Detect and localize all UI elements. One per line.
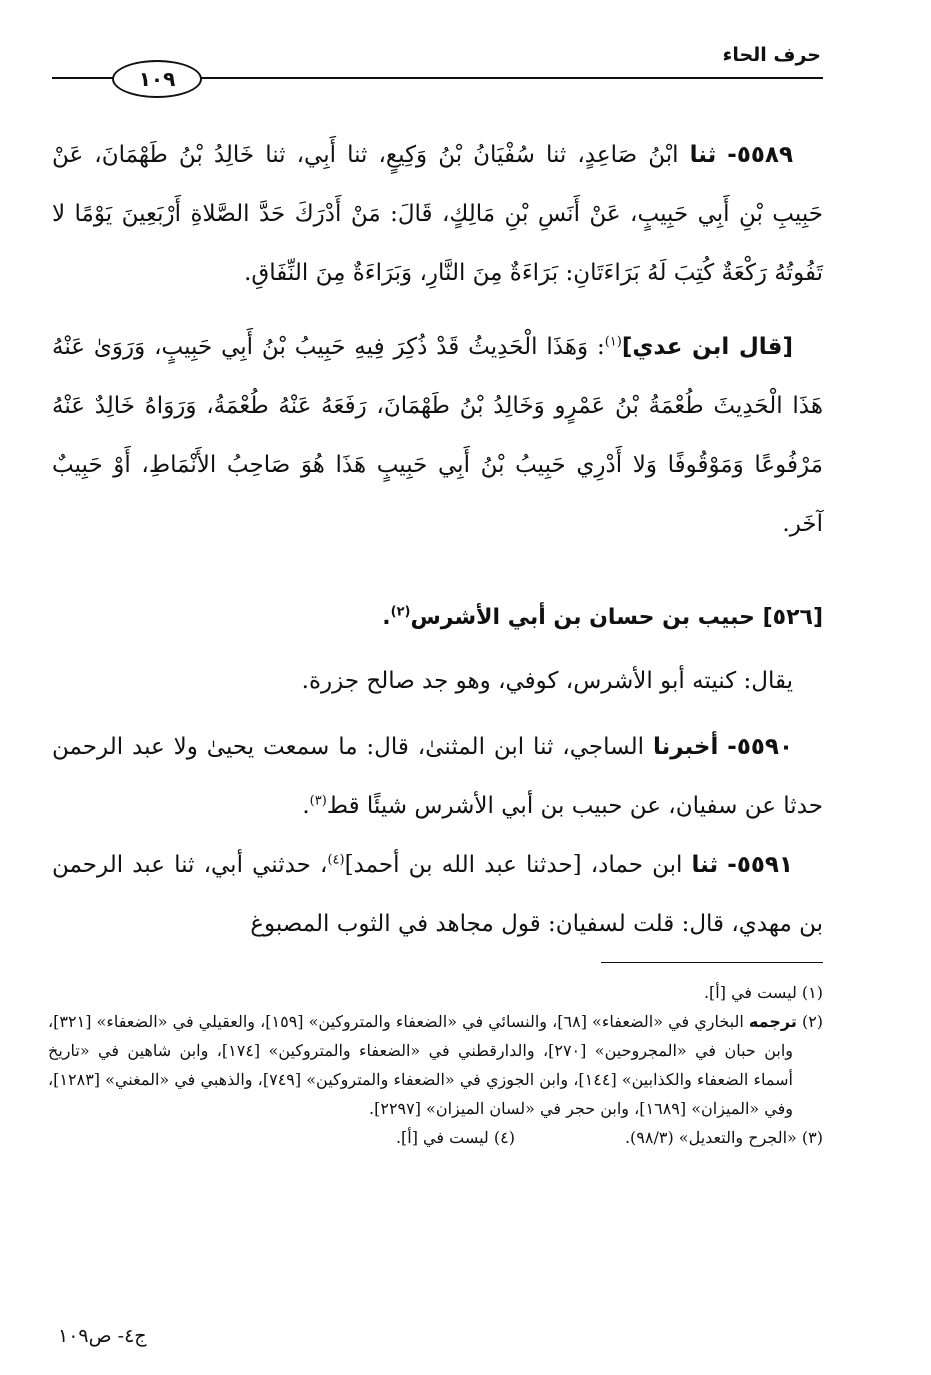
ibn-adi-label: [قال ابن عدي] — [621, 334, 793, 360]
hadith-number: ٥٥٨٩- — [727, 142, 793, 168]
hadith-keyword: ثنا — [689, 142, 717, 168]
footnote-2 — [48, 1007, 823, 1123]
footnote-text: البخاري في «الضعفاء» [٦٨]، والنسائي في «الضعفاء والمتروكين» [١٥٩]، والعقيلي في «الضعفاء» [٣٢١]، وابن حبان في «المجروحين» [٢٧٠]، والدارقطني في «الضعفاء والمتروكين» [١٧٤]، وابن شاهين في «تاريخ أسماء الضعفاء والكذابين» [١٤٤]، وابن الجوزي في «الضعفاء والمتروكين» [٧٤٩]، والذهبي في «المغني» [١٢٨٣]، وفي «الميزان» [١٦٨٩]، وابن حجر في «لسان الميزان» [٢٢٩٧]. — [48, 1012, 794, 1118]
hadith-text: ابْنُ صَاعِدٍ، ثنا سُفْيَانُ بْنُ وَكِيعٍ، ثنا أَبِي، ثنا خَالِدُ بْنُ طَهْمَانَ، عَنْ حَبِيبِ بْنِ أَبِي حَبِيبٍ، عَنْ أَنَسِ بْنِ مَالِكٍ، قَالَ: مَنْ أَدْرَكَ حَدَّ الصَّلاةِ أَرْبَعِينَ يَوْمًا لا تَفُوتُهُ رَكْعَةٌ كُتِبَ لَهُ بَرَاءَتَانِ: بَرَاءَةٌ مِنَ النَّارِ، وَبَرَاءَةٌ مِنَ النِّفَاقِ. — [52, 142, 823, 286]
hadith-keyword: أخبرنا — [652, 734, 719, 760]
comment-text: : وَهَذَا الْحَدِيثُ قَدْ ذُكِرَ فِيهِ حَبِيبُ بْنُ أَبِي حَبِيبٍ، وَرَوَىٰ عَنْهُ هَذَا الْحَدِيثَ طُعْمَةُ بْنُ عَمْرٍو وَخَالِدُ بْنُ طَهْمَانَ، رَفَعَهُ عَنْهُ طُعْمَةُ، وَرَوَاهُ خَالِدٌ عَنْهُ مَرْفُوعًا وَمَوْقُوفًا وَلا أَدْرِي حَبِيبُ بْنُ أَبِي حَبِيبٍ هَذَا هُوَ صَاحِبُ الأَنْمَاطِ، أَوْ حَبِيبٌ آخَر. — [52, 334, 823, 537]
hadith-5590 — [52, 718, 823, 836]
footnote-keyword: ترجمه — [748, 1012, 797, 1031]
footnote-separator — [601, 962, 823, 963]
footnote-marker: (١) — [604, 334, 622, 350]
entry-heading-text: [٥٢٦] حبيب بن حسان بن أبي الأشرس — [410, 605, 823, 630]
entry-intro — [52, 652, 823, 711]
footnotes — [48, 978, 823, 1152]
hadith-text: ابن حماد، [حدثنا عبد الله بن أحمد] — [344, 852, 692, 878]
hadith-5589 — [52, 126, 823, 303]
entry-intro-text: يقال: كنيته أبو الأشرس، كوفي، وهو جد صالح جزرة. — [301, 668, 793, 694]
running-title: حرف الحاء — [722, 44, 821, 66]
footnote-marker: (٣) — [309, 793, 327, 809]
footnote-number: (٢) — [801, 1012, 824, 1031]
entry-heading — [52, 588, 823, 647]
footnote-4: (٤) ليست في [أ]. — [395, 1128, 515, 1147]
footnotes-3-4 — [48, 1123, 823, 1152]
hadith-text: الساجي، ثنا ابن المثنىٰ، قال: ما سمعت يحيىٰ ولا عبد الرحمن حدثا عن سفيان، عن حبيب بن أبي الأشرس شيئًا قط — [52, 734, 823, 819]
volume-page-reference: ج٤- ص١٠٩ — [58, 1325, 147, 1347]
footnote-3: (٣) «الجرح والتعديل» (٩٨/٣). — [624, 1128, 823, 1147]
hadith-number: ٥٥٩٠- — [727, 734, 793, 760]
hadith-number: ٥٥٩١- — [727, 852, 793, 878]
hadith-5591 — [52, 836, 823, 954]
hadith-text-cont: ، حدثني أبي، ثنا عبد الرحمن بن مهدي، قال: قلت لسفيان: قول مجاهد في الثوب المصبوغ — [52, 852, 823, 937]
page-number: ١٠٩ — [138, 67, 176, 91]
footnote-1: (١) ليست في [أ]. — [703, 983, 823, 1002]
page-number-oval — [112, 60, 202, 98]
hadith-keyword: ثنا — [691, 852, 719, 878]
footnote-marker: (٤) — [327, 852, 345, 868]
hadith-tail: . — [302, 793, 310, 819]
footnote-marker: (٢) — [390, 604, 411, 620]
ibn-adi-comment — [52, 318, 823, 554]
heading-tail: . — [382, 605, 391, 630]
